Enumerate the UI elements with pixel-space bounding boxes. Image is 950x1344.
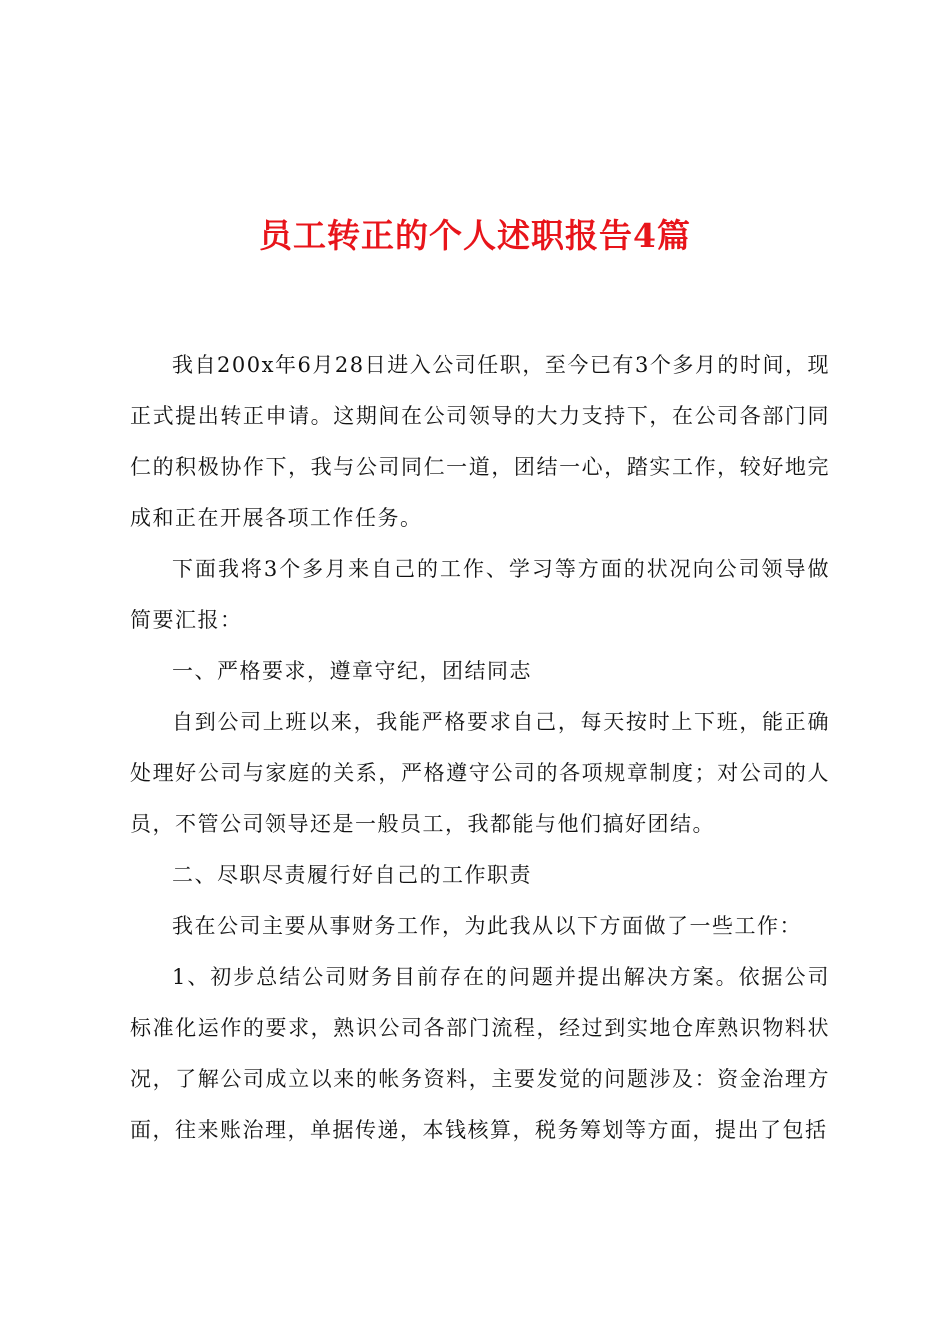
paragraph-discipline: 自到公司上班以来，我能严格要求自己，每天按时上下班，能正确处理好公司与家庭的关系，严格遵守公司的各项规章制度；对公司的人员，不管公司领导还是一般员工，我都能与他们搞好团结。 xyxy=(130,710,830,836)
paragraph-summary-lead: 下面我将3个多月来自己的工作、学习等方面的状况向公司领导做简要汇报： xyxy=(130,557,830,632)
paragraph-finance-intro: 我在公司主要从事财务工作，为此我从以下方面做了一些工作： xyxy=(172,914,802,938)
document-body xyxy=(130,340,830,1156)
paragraph-item-1: 1、初步总结公司财务目前存在的问题并提出解决方案。依据公司标准化运作的要求，熟识公司各部门流程，经过到实地仓库熟识物料状况，了解公司成立以来的帐务资料，主要发觉的问题涉及：资金治理方面，往来账治理，单据传递，本钱核算，税务筹划等方面，提出了包括 xyxy=(130,965,830,1142)
section-heading-1: 一、严格要求，遵章守纪，团结同志 xyxy=(172,659,532,683)
document-title: 员工转正的个人述职报告4篇 xyxy=(259,216,691,255)
section-heading-2: 二、尽职尽责履行好自己的工作职责 xyxy=(172,863,532,887)
paragraph-intro: 我自200x年6月28日进入公司任职，至今已有3个多月的时间，现正式提出转正申请。这期间在公司领导的大力支持下，在公司各部门同仁的积极协作下，我与公司同仁一道，团结一心，踏实工作，较好地完成和正在开展各项工作任务。 xyxy=(130,353,830,530)
